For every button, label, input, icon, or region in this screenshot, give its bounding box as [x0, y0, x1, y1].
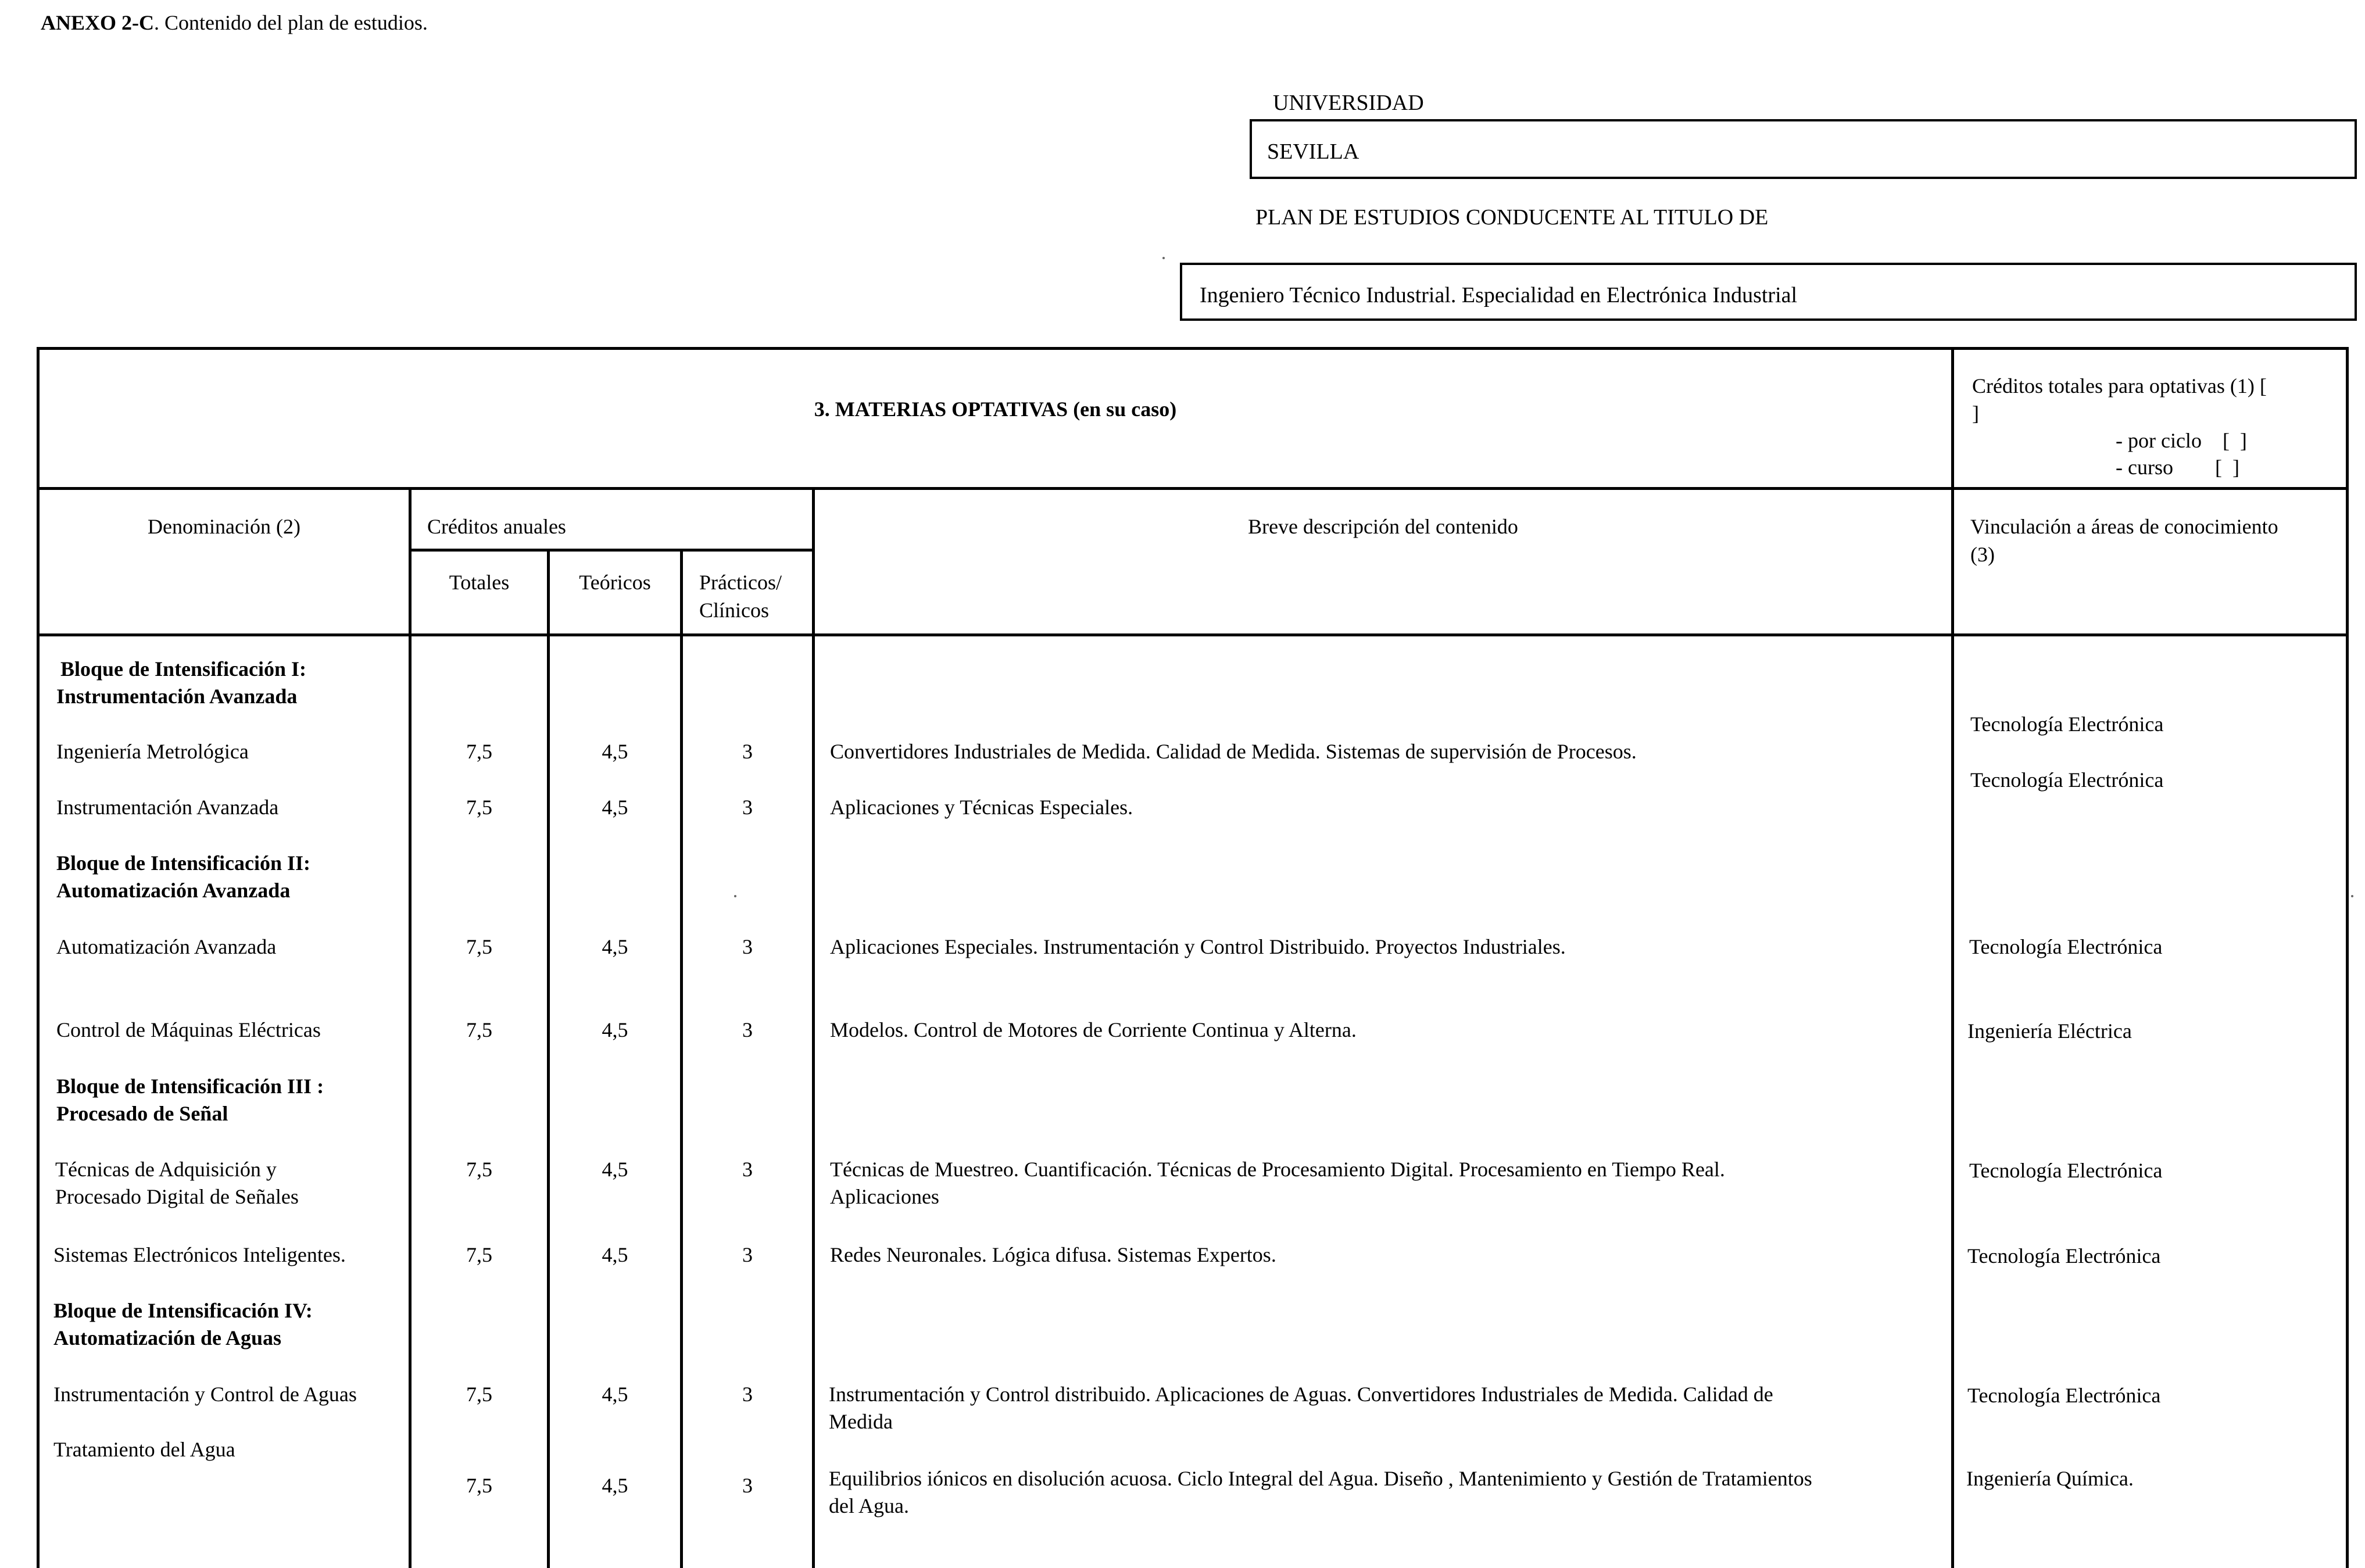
credits-teoricos: 4,5 — [602, 1474, 628, 1497]
credits-total-label: Créditos totales para optativas (1) [ — [1972, 374, 2267, 398]
col-header-creditos-anuales: Créditos anuales — [427, 515, 566, 538]
block-heading: Bloque de Intensificación II: — [56, 851, 311, 875]
subject-name: Ingeniería Metrológica — [56, 740, 249, 763]
credits-practicos: 3 — [742, 740, 753, 763]
degree-value: Ingeniero Técnico Industrial. Especialidad en Electrónica Industrial — [1200, 283, 1798, 307]
subject-name: Control de Máquinas Eléctricas — [56, 1018, 321, 1041]
credits-teoricos: 4,5 — [602, 1383, 628, 1406]
subject-description: Técnicas de Muestreo. Cuantificación. Técnicas de Procesamiento Digital. Procesamiento en Tiempo Real. — [830, 1158, 1725, 1181]
scan-speck — [734, 895, 736, 897]
subject-description: Convertidores Industriales de Medida. Calidad de Medida. Sistemas de supervisión de Procesos. — [830, 740, 1637, 763]
col-header-descripcion: Breve descripción del contenido — [1248, 515, 1518, 538]
col-header-totales: Totales — [449, 571, 510, 594]
col-divider-descripcion — [812, 487, 815, 1568]
subject-area: Tecnología Electrónica — [1967, 1384, 2161, 1407]
subject-name: Técnicas de Adquisición y — [55, 1158, 277, 1181]
subject-description: Aplicaciones Especiales. Instrumentación y Control Distribuido. Proyectos Industriales. — [830, 935, 1566, 958]
credits-totales: 7,5 — [466, 1474, 492, 1497]
credits-totales: 7,5 — [466, 796, 492, 819]
subject-name: Automatización Avanzada — [56, 935, 277, 958]
university-value: SEVILLA — [1267, 139, 1359, 164]
credits-teoricos: 4,5 — [602, 796, 628, 819]
block-heading: Automatización de Aguas — [53, 1326, 282, 1349]
subject-description: Equilibrios iónicos en disolución acuosa. Ciclo Integral del Agua. Diseño , Mantenimiento y Gestión de Tratamientos — [829, 1467, 1812, 1490]
subject-description: Instrumentación y Control distribuido. Aplicaciones de Aguas. Convertidores Industriales de Medida. Calidad de — [829, 1383, 1773, 1406]
credits-practicos: 3 — [742, 1243, 753, 1266]
credits-totales: 7,5 — [466, 740, 492, 763]
subject-area: Tecnología Electrónica — [1970, 713, 2164, 736]
table-divider-header — [37, 633, 2349, 636]
block-heading: Instrumentación Avanzada — [56, 685, 298, 708]
col-header-teoricos: Teóricos — [579, 571, 651, 594]
block-heading: Bloque de Intensificación IV: — [53, 1299, 313, 1322]
subject-area: Tecnología Electrónica — [1969, 1159, 2163, 1182]
subject-area: Tecnología Electrónica — [1970, 768, 2164, 792]
block-heading: Automatización Avanzada — [56, 879, 291, 902]
credits-practicos: 3 — [742, 935, 753, 958]
credits-totales: 7,5 — [466, 1158, 492, 1181]
credits-teoricos: 4,5 — [602, 935, 628, 958]
degree-box — [1180, 263, 2357, 321]
plan-label: PLAN DE ESTUDIOS CONDUCENTE AL TITULO DE — [1255, 205, 1769, 230]
credits-totales: 7,5 — [466, 935, 492, 958]
credits-practicos: 3 — [742, 796, 753, 819]
table-divider-credits — [410, 549, 814, 552]
col-header-vinculacion: Vinculación a áreas de conocimiento — [1970, 515, 2278, 538]
credits-practicos: 3 — [742, 1158, 753, 1181]
university-label: UNIVERSIDAD — [1273, 91, 1424, 115]
credits-total-bracket: ] — [1972, 402, 1979, 425]
col-divider-teoricos — [680, 549, 683, 1568]
credits-per-course: - curso [ ] — [2116, 456, 2239, 479]
credits-totales: 7,5 — [466, 1383, 492, 1406]
credits-teoricos: 4,5 — [602, 1158, 628, 1181]
col-header-denominacion: Denominación (2) — [148, 515, 300, 538]
subject-name: Instrumentación Avanzada — [56, 796, 279, 819]
subject-name: Tratamiento del Agua — [53, 1438, 235, 1461]
subject-description-cont: del Agua. — [829, 1494, 909, 1517]
credits-practicos: 3 — [742, 1474, 753, 1497]
subject-description-cont: Aplicaciones — [830, 1185, 939, 1208]
block-heading: Procesado de Señal — [56, 1102, 228, 1125]
annex-description: . Contenido del plan de estudios. — [154, 11, 428, 34]
subject-name: Instrumentación y Control de Aguas — [53, 1383, 357, 1406]
credits-teoricos: 4,5 — [602, 1018, 628, 1041]
annex-code: ANEXO 2-C — [41, 11, 154, 34]
credits-practicos: 3 — [742, 1018, 753, 1041]
scan-speck — [1162, 257, 1165, 259]
subject-description-cont: Medida — [829, 1410, 893, 1433]
subject-name: Sistemas Electrónicos Inteligentes. — [53, 1243, 346, 1266]
credits-totales: 7,5 — [466, 1018, 492, 1041]
block-heading: Bloque de Intensificación III : — [56, 1075, 324, 1098]
subject-area: Tecnología Electrónica — [1969, 935, 2163, 958]
table-divider-title — [37, 487, 2349, 490]
subject-description: Redes Neuronales. Lógica difusa. Sistemas Expertos. — [830, 1243, 1276, 1266]
university-box — [1250, 119, 2357, 179]
subject-name-cont: Procesado Digital de Señales — [55, 1185, 299, 1208]
credits-teoricos: 4,5 — [602, 1243, 628, 1266]
credits-per-cycle: - por ciclo [ ] — [2116, 429, 2247, 452]
col-header-clinicos: Clínicos — [699, 599, 770, 622]
subject-area: Ingeniería Química. — [1966, 1467, 2134, 1490]
section-title: 3. MATERIAS OPTATIVAS (en su caso) — [814, 398, 1177, 421]
annex-title — [41, 10, 428, 35]
scan-speck — [2351, 895, 2353, 897]
credits-teoricos: 4,5 — [602, 740, 628, 763]
col-header-practicos: Prácticos/ — [699, 571, 782, 594]
subject-description: Aplicaciones y Técnicas Especiales. — [830, 796, 1133, 819]
col-divider-vinculacion — [1951, 347, 1954, 1568]
subject-area: Tecnología Electrónica — [1967, 1244, 2161, 1268]
subject-area: Ingeniería Eléctrica — [1967, 1019, 2132, 1043]
credits-practicos: 3 — [742, 1383, 753, 1406]
col-header-vinculacion-ref: (3) — [1970, 543, 1995, 566]
credits-totales: 7,5 — [466, 1243, 492, 1266]
col-divider-totales — [547, 549, 550, 1568]
block-heading: Bloque de Intensificación I: — [60, 657, 307, 681]
subject-description: Modelos. Control de Motores de Corriente Continua y Alterna. — [830, 1018, 1357, 1041]
